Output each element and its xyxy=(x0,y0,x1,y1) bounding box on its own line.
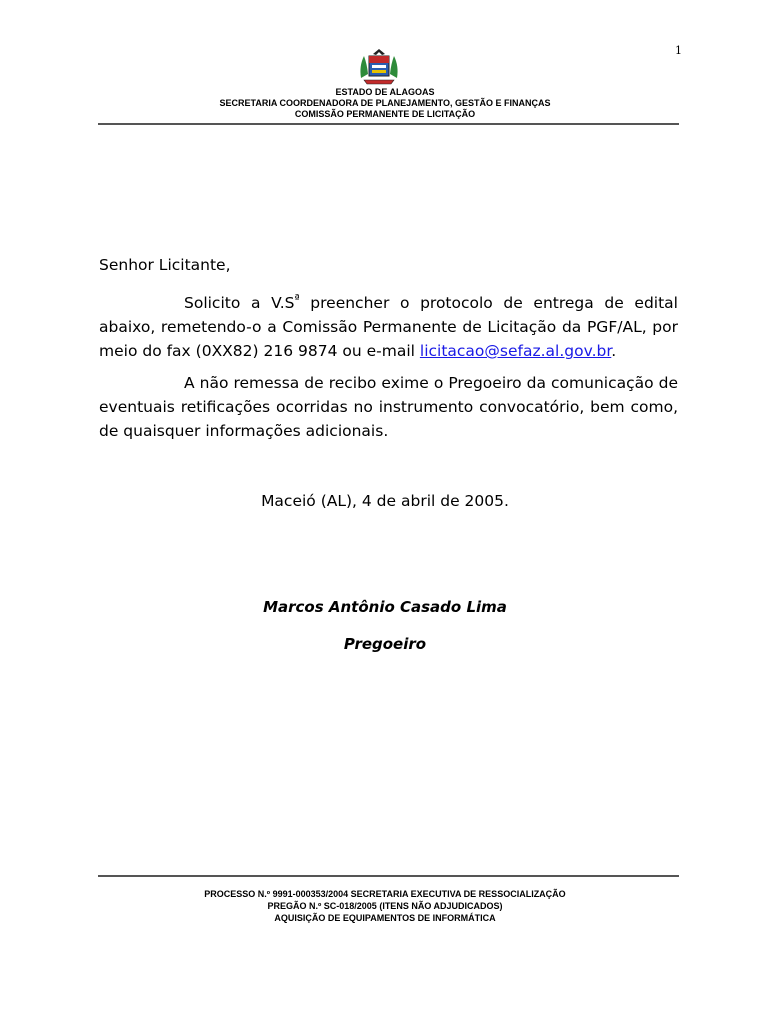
paragraph-notice xyxy=(99,371,678,443)
letterhead xyxy=(0,87,770,120)
date-line: Maceió (AL), 4 de abril de 2005. xyxy=(261,492,509,510)
footer-subject: AQUISIÇÃO DE EQUIPAMENTOS DE INFORMÁTICA xyxy=(274,913,496,923)
footer-auction: PREGÃO N.º SC-018/2005 (ITENS NÃO ADJUDICADOS) xyxy=(267,901,503,911)
paragraph-request xyxy=(99,287,678,363)
salutation: Senhor Licitante, xyxy=(99,256,231,274)
email-link[interactable]: licitacao@sefaz.al.gov.br xyxy=(419,342,612,361)
signer-role: Pregoeiro xyxy=(343,635,427,653)
state-coat-of-arms-icon xyxy=(358,48,400,86)
para1-text-body: preencher o protocolo de entrega de edital abaixo, remetendo-o a Comissão Permanente de Licitação da PGF/AL, por meio do fax (0XX82) 216 9874 ou e-mail xyxy=(99,294,678,361)
header-secretariat: SECRETARIA COORDENADORA DE PLANEJAMENTO, GESTÃO E FINANÇAS xyxy=(219,98,551,108)
header-divider xyxy=(98,123,679,125)
footer-process: PROCESSO N.º 9991-000353/2004 SECRETARIA EXECUTIVA DE RESSOCIALIZAÇÃO xyxy=(204,889,566,899)
signer-name: Marcos Antônio Casado Lima xyxy=(263,598,507,616)
header-commission: COMISSÃO PERMANENTE DE LICITAÇÃO xyxy=(294,109,476,119)
footer xyxy=(0,888,770,924)
page-number: 1 xyxy=(675,44,682,57)
footer-divider xyxy=(98,875,679,877)
header-state: ESTADO DE ALAGOAS xyxy=(335,87,435,97)
para2-text: A não remessa de recibo exime o Pregoeiro da comunicação de eventuais retificações ocorridas no instrumento convocatório, bem como, de quaisquer informações adicionais. xyxy=(99,374,678,440)
para1-text-start: Solicito a V.S xyxy=(184,294,295,313)
para1-text-end: . xyxy=(611,342,617,361)
para1-superscript: ª xyxy=(294,292,300,305)
